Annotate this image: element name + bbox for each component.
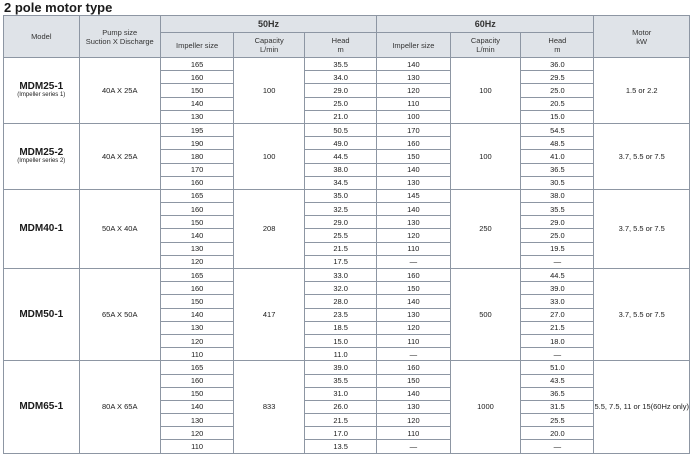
pump-size-cell: 50A X 40A	[79, 189, 160, 268]
impeller-size-50hz-cell: 150	[160, 387, 233, 400]
impeller-size-60hz-cell: 130	[377, 216, 450, 229]
head-60hz-cell: 51.0	[521, 361, 594, 374]
table-body	[4, 58, 690, 454]
head-60hz-cell: 29.5	[521, 71, 594, 84]
impeller-size-60hz-cell: 130	[377, 176, 450, 189]
capacity-60hz-cell: 250	[450, 189, 521, 268]
impeller-size-60hz-cell: 120	[377, 414, 450, 427]
impeller-size-50hz-cell: 150	[160, 295, 233, 308]
impeller-size-50hz-cell: 140	[160, 97, 233, 110]
head-60hz-cell: 31.5	[521, 400, 594, 413]
capacity-60hz-cell: 100	[450, 58, 521, 124]
capacity-50hz-cell: 417	[234, 269, 305, 361]
head-50hz-cell: 25.0	[305, 97, 377, 110]
motor-kw-cell: 1.5 or 2.2	[594, 58, 690, 124]
impeller-size-60hz-cell: 130	[377, 308, 450, 321]
header-impeller-size-60hz: Impeller size	[377, 33, 450, 58]
pump-size-cell: 80A X 65A	[79, 361, 160, 453]
head-50hz-cell: 35.5	[305, 374, 377, 387]
header-capacity-50hz	[234, 33, 305, 58]
impeller-size-50hz-cell: 120	[160, 255, 233, 268]
head-50hz-cell: 34.0	[305, 71, 377, 84]
header-impeller-size-50hz: Impeller size	[160, 33, 233, 58]
head-50hz-cell: 21.5	[305, 414, 377, 427]
header-pump-size-line1: Pump size	[102, 27, 138, 37]
model-name: MDM50-1	[19, 309, 64, 321]
header-capacity-50hz-line2: L/min	[259, 45, 279, 54]
impeller-size-50hz-cell: 180	[160, 150, 233, 163]
head-60hz-cell: —	[521, 348, 594, 361]
pump-size-cell: 40A X 25A	[79, 58, 160, 124]
model-cell	[4, 269, 80, 361]
impeller-size-60hz-cell: 150	[377, 374, 450, 387]
header-head-60hz-line2: m	[554, 45, 561, 54]
model-name: MDM65-1	[19, 401, 64, 413]
impeller-size-60hz-cell: 120	[377, 229, 450, 242]
header-head-60hz-line1: Head	[548, 36, 567, 45]
capacity-50hz-cell: 100	[234, 58, 305, 124]
head-50hz-cell: 50.5	[305, 123, 377, 136]
impeller-size-50hz-cell: 120	[160, 427, 233, 440]
head-60hz-cell: 38.0	[521, 189, 594, 202]
pump-size-cell: 65A X 50A	[79, 269, 160, 361]
head-60hz-cell: 21.5	[521, 321, 594, 334]
head-60hz-cell: 25.0	[521, 229, 594, 242]
impeller-size-50hz-cell: 130	[160, 110, 233, 123]
table-header	[4, 16, 690, 58]
head-50hz-cell: 49.0	[305, 137, 377, 150]
impeller-size-60hz-cell: 120	[377, 321, 450, 334]
head-50hz-cell: 13.5	[305, 440, 377, 453]
impeller-size-60hz-cell: 160	[377, 361, 450, 374]
head-60hz-cell: 19.5	[521, 242, 594, 255]
model-name: MDM40-1	[19, 223, 64, 235]
impeller-size-60hz-cell: 110	[377, 242, 450, 255]
header-capacity-60hz-line2: L/min	[476, 45, 495, 54]
header-model: Model	[4, 16, 80, 58]
impeller-size-60hz-cell: 140	[377, 387, 450, 400]
capacity-50hz-cell: 208	[234, 189, 305, 268]
impeller-size-60hz-cell: 145	[377, 189, 450, 202]
impeller-size-60hz-cell: 110	[377, 97, 450, 110]
head-50hz-cell: 28.0	[305, 295, 377, 308]
impeller-size-60hz-cell: 160	[377, 269, 450, 282]
impeller-size-50hz-cell: 140	[160, 229, 233, 242]
header-head-60hz	[521, 33, 594, 58]
head-50hz-cell: 33.0	[305, 269, 377, 282]
head-60hz-cell: 54.5	[521, 123, 594, 136]
impeller-size-50hz-cell: 160	[160, 71, 233, 84]
impeller-size-50hz-cell: 195	[160, 123, 233, 136]
model-name: MDM25-2	[19, 147, 64, 159]
head-60hz-cell: 36.5	[521, 163, 594, 176]
impeller-size-60hz-cell: 140	[377, 295, 450, 308]
head-60hz-cell: 25.5	[521, 414, 594, 427]
head-50hz-cell: 34.5	[305, 176, 377, 189]
impeller-size-50hz-cell: 130	[160, 414, 233, 427]
header-pump-size-line2: Suction X Discharge	[85, 36, 154, 46]
pump-size-cell: 40A X 25A	[79, 123, 160, 189]
model-series: (Impeller series 2)	[17, 158, 66, 165]
impeller-size-50hz-cell: 150	[160, 84, 233, 97]
model-cell	[4, 123, 80, 189]
impeller-size-60hz-cell: 130	[377, 400, 450, 413]
head-50hz-cell: 21.5	[305, 242, 377, 255]
impeller-size-60hz-cell: 150	[377, 150, 450, 163]
head-50hz-cell: 17.5	[305, 255, 377, 268]
motor-kw-cell: 3.7, 5.5 or 7.5	[594, 123, 690, 189]
model-series: (Impeller series 1)	[17, 92, 66, 99]
header-50hz: 50Hz	[160, 16, 376, 33]
head-50hz-cell: 44.5	[305, 150, 377, 163]
head-60hz-cell: 15.0	[521, 110, 594, 123]
head-60hz-cell: 48.5	[521, 137, 594, 150]
impeller-size-60hz-cell: 140	[377, 58, 450, 71]
header-motor	[594, 16, 690, 58]
head-50hz-cell: 15.0	[305, 334, 377, 347]
capacity-60hz-cell: 1000	[450, 361, 521, 453]
head-60hz-cell: 35.5	[521, 203, 594, 216]
impeller-size-60hz-cell: 120	[377, 84, 450, 97]
head-50hz-cell: 17.0	[305, 427, 377, 440]
header-capacity-60hz-line1: Capacity	[470, 36, 501, 45]
impeller-size-50hz-cell: 140	[160, 400, 233, 413]
impeller-size-50hz-cell: 150	[160, 216, 233, 229]
impeller-size-50hz-cell: 170	[160, 163, 233, 176]
impeller-size-50hz-cell: 160	[160, 176, 233, 189]
impeller-size-50hz-cell: 120	[160, 334, 233, 347]
model-cell	[4, 189, 80, 268]
head-60hz-cell: 39.0	[521, 282, 594, 295]
table-row	[4, 123, 690, 136]
head-50hz-cell: 11.0	[305, 348, 377, 361]
impeller-size-60hz-cell: —	[377, 440, 450, 453]
head-60hz-cell: 25.0	[521, 84, 594, 97]
head-60hz-cell: 33.0	[521, 295, 594, 308]
head-50hz-cell: 29.0	[305, 84, 377, 97]
impeller-size-50hz-cell: 165	[160, 361, 233, 374]
head-60hz-cell: 29.0	[521, 216, 594, 229]
table-row	[4, 58, 690, 71]
page-title: 2 pole motor type	[4, 0, 113, 15]
head-60hz-cell: 30.5	[521, 176, 594, 189]
head-60hz-cell: 20.5	[521, 97, 594, 110]
head-50hz-cell: 23.5	[305, 308, 377, 321]
header-motor-line2: kW	[636, 36, 648, 46]
impeller-size-50hz-cell: 110	[160, 440, 233, 453]
head-50hz-cell: 35.5	[305, 58, 377, 71]
impeller-size-60hz-cell: —	[377, 255, 450, 268]
model-cell	[4, 361, 80, 453]
impeller-size-50hz-cell: 160	[160, 203, 233, 216]
head-50hz-cell: 26.0	[305, 400, 377, 413]
header-head-50hz	[305, 33, 377, 58]
impeller-size-50hz-cell: 165	[160, 58, 233, 71]
impeller-size-50hz-cell: 110	[160, 348, 233, 361]
head-60hz-cell: 36.5	[521, 387, 594, 400]
head-60hz-cell: —	[521, 255, 594, 268]
impeller-size-50hz-cell: 130	[160, 242, 233, 255]
head-50hz-cell: 32.0	[305, 282, 377, 295]
impeller-size-50hz-cell: 140	[160, 308, 233, 321]
header-capacity-60hz	[450, 33, 521, 58]
table-row	[4, 361, 690, 374]
impeller-size-60hz-cell: 150	[377, 282, 450, 295]
header-60hz: 60Hz	[377, 16, 594, 33]
impeller-size-50hz-cell: 130	[160, 321, 233, 334]
head-60hz-cell: 36.0	[521, 58, 594, 71]
table-row	[4, 189, 690, 202]
head-60hz-cell: 18.0	[521, 334, 594, 347]
impeller-size-50hz-cell: 160	[160, 374, 233, 387]
impeller-size-60hz-cell: 130	[377, 71, 450, 84]
model-name: MDM25-1	[19, 81, 64, 93]
capacity-50hz-cell: 833	[234, 361, 305, 453]
impeller-size-60hz-cell: 110	[377, 427, 450, 440]
impeller-size-60hz-cell: 110	[377, 334, 450, 347]
head-60hz-cell: 43.5	[521, 374, 594, 387]
head-60hz-cell: —	[521, 440, 594, 453]
impeller-size-60hz-cell: 140	[377, 203, 450, 216]
impeller-size-50hz-cell: 190	[160, 137, 233, 150]
impeller-size-60hz-cell: 100	[377, 110, 450, 123]
impeller-size-50hz-cell: 160	[160, 282, 233, 295]
header-head-50hz-line2: m	[337, 45, 344, 54]
motor-kw-cell: 3.7, 5.5 or 7.5	[594, 189, 690, 268]
motor-spec-table	[3, 15, 690, 454]
head-50hz-cell: 35.0	[305, 189, 377, 202]
impeller-size-60hz-cell: —	[377, 348, 450, 361]
head-60hz-cell: 41.0	[521, 150, 594, 163]
head-50hz-cell: 21.0	[305, 110, 377, 123]
head-50hz-cell: 38.0	[305, 163, 377, 176]
impeller-size-50hz-cell: 165	[160, 189, 233, 202]
head-60hz-cell: 20.0	[521, 427, 594, 440]
model-cell	[4, 58, 80, 124]
head-60hz-cell: 44.5	[521, 269, 594, 282]
header-capacity-50hz-line1: Capacity	[254, 36, 284, 45]
impeller-size-60hz-cell: 160	[377, 137, 450, 150]
head-50hz-cell: 31.0	[305, 387, 377, 400]
head-50hz-cell: 29.0	[305, 216, 377, 229]
motor-kw-cell: 3.7, 5.5 or 7.5	[594, 269, 690, 361]
capacity-60hz-cell: 100	[450, 123, 521, 189]
head-50hz-cell: 25.5	[305, 229, 377, 242]
header-motor-line1: Motor	[632, 27, 652, 37]
head-50hz-cell: 18.5	[305, 321, 377, 334]
header-head-50hz-line1: Head	[331, 36, 350, 45]
table-row	[4, 269, 690, 282]
header-pump-size	[79, 16, 160, 58]
impeller-size-60hz-cell: 170	[377, 123, 450, 136]
head-50hz-cell: 32.5	[305, 203, 377, 216]
capacity-60hz-cell: 500	[450, 269, 521, 361]
head-60hz-cell: 27.0	[521, 308, 594, 321]
impeller-size-50hz-cell: 165	[160, 269, 233, 282]
capacity-50hz-cell: 100	[234, 123, 305, 189]
head-50hz-cell: 39.0	[305, 361, 377, 374]
motor-kw-cell: 5.5, 7.5, 11 or 15(60Hz only)	[594, 361, 690, 453]
impeller-size-60hz-cell: 140	[377, 163, 450, 176]
